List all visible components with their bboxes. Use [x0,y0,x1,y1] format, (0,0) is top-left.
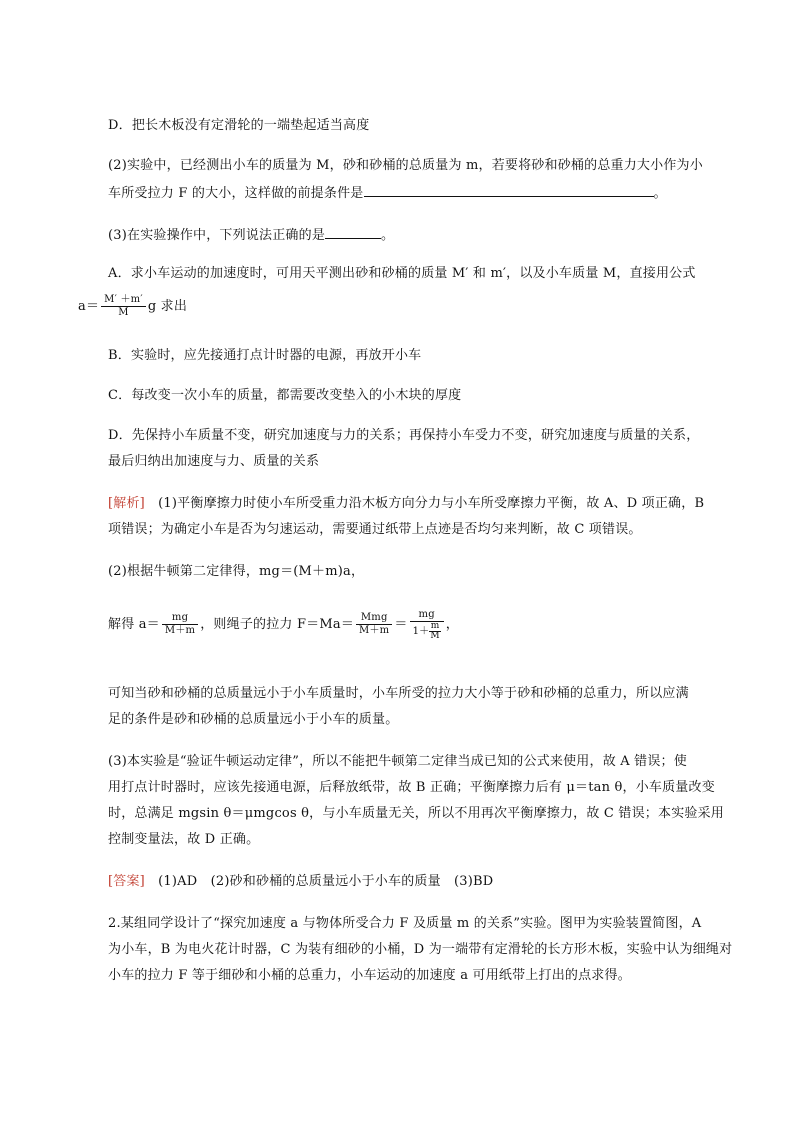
analysis-p4-line4: 控制变量法，故 D 正确。 [108,832,260,847]
q3-stem-end: 。 [381,228,395,243]
fraction-f2 [410,609,444,641]
equals-sign: ＝ [394,617,408,632]
fraction-denominator: M [430,630,440,641]
question-2-line2: 为小车，B 为电火花计时器，C 为装有细砂的小桶，D 为一端带有定滑轮的长方形木板，实验中认为细绳对 [108,942,733,957]
fraction-numerator: mg [410,609,444,622]
fraction-denominator: M [118,307,129,318]
fraction-numerator: m [430,620,440,631]
q2-stem-line1: (2)实验中，已经测出小车的质量为 M，砂和砂桶的总质量为 m，若要将砂和砂桶的总重力大小作为小 [108,158,703,173]
q3-option-d-line1: D．先保持小车质量不变，研究加速度与力的关系；再保持小车受力不变，研究加速度与质量的关系， [108,428,700,443]
analysis-p3-line1: 可知当砂和砂桶的总质量远小于小车质量时，小车所受的拉力大小等于砂和砂桶的总重力，所以应满 [108,686,689,701]
fraction-denominator [410,622,444,641]
formula-text: ，则绳子的拉力 F＝Ma＝ [200,617,355,632]
q3-option-b: B．实验时，应先接通打点计时器的电源，再放开小车 [108,348,422,363]
q3-stem [108,226,394,244]
answer-text: (1)AD (2)砂和砂桶的总质量远小于小车的质量 (3)BD [144,874,494,889]
analysis-tag: [解析] [108,496,145,511]
formula-text: ， [445,617,459,632]
denominator-prefix: 1＋ [412,625,430,637]
q3-option-d-line2: 最后归纳出加速度与力、质量的关系 [108,454,320,469]
analysis-p4-line2: 用打点计时器时，应该先接通电源，后释放纸带，故 B 正确；平衡摩擦力后有 μ＝tan θ，小车质量改变 [108,780,715,795]
q3-option-a-line1: A．求小车运动的加速度时，可用天平测出砂和砂桶的质量 M′ 和 m′，以及小车质量 M，直接用公式 [108,266,696,281]
analysis-p4-line1: (3)本实验是“验证牛顿运动定律”，所以不能把牛顿第二定律当成已知的公式来使用，故 A 错误；使 [108,754,687,769]
analysis-p1-line2: 项错误；为确定小车是否为匀速运动，需要通过纸带上点迹是否均匀来判断，故 C 项错误。 [108,522,642,537]
q3-stem-text: (3)在实验操作中，下列说法正确的是 [108,228,326,243]
fraction-f1 [356,612,392,637]
analysis-p3-line2: 足的条件是砂和砂桶的总质量远小于小车的质量。 [108,712,399,727]
answer-blank [325,226,381,239]
question-2-line1: 2.某组同学设计了“探究加速度 a 与物体所受合力 F 及质量 m 的关系”实验。图甲为实验装置简图，A [108,916,702,931]
fraction-a [162,612,198,637]
answer-tag: [答案] [108,874,145,889]
q2-stem-text: 车所受拉力 F 的大小，这样做的前提条件是 [108,186,364,201]
question-2-line3: 小车的拉力 F 等于细砂和小桶的总重力，小车运动的加速度 a 可用纸带上打出的点求得。 [108,968,631,983]
answer-blank [364,184,654,197]
fraction-denominator: M＋m [359,625,390,636]
fraction-numerator: M′ ＋m′ [101,294,146,307]
q2-stem-end: 。 [653,186,667,201]
nested-fraction [429,622,440,641]
q3-option-a-formula [78,292,187,322]
analysis-p2-formula [108,598,459,652]
fraction-numerator: Mmg [356,612,392,625]
formula-fraction [101,294,146,319]
analysis-text: (1)平衡摩擦力时使小车所受重力沿木板方向分力与小车所受摩擦力平衡，故 A、D 项正确，B [144,496,705,511]
analysis-p2-line1: (2)根据牛顿第二定律得，mg＝(M＋m)a， [108,564,365,579]
analysis-p4-line3: 时，总满足 mgsin θ＝μmgcos θ，与小车质量无关，所以不用再次平衡摩擦力，故 C 错误；本实验采用 [108,806,724,821]
formula-lhs: a＝ [78,299,100,314]
fraction-numerator: mg [162,612,198,625]
answer-line [108,874,493,890]
fraction-denominator: M＋m [164,625,196,636]
q2-stem-line2 [108,184,667,202]
formula-text: 解得 a＝ [108,617,160,632]
analysis-p1-line1 [108,496,704,512]
q3-option-c: C．每改变一次小车的质量，都需要改变垫入的小木块的厚度 [108,388,462,403]
formula-rhs: g 求出 [147,299,188,314]
q1-option-d: D．把长木板没有定滑轮的一端垫起适当高度 [108,118,370,133]
